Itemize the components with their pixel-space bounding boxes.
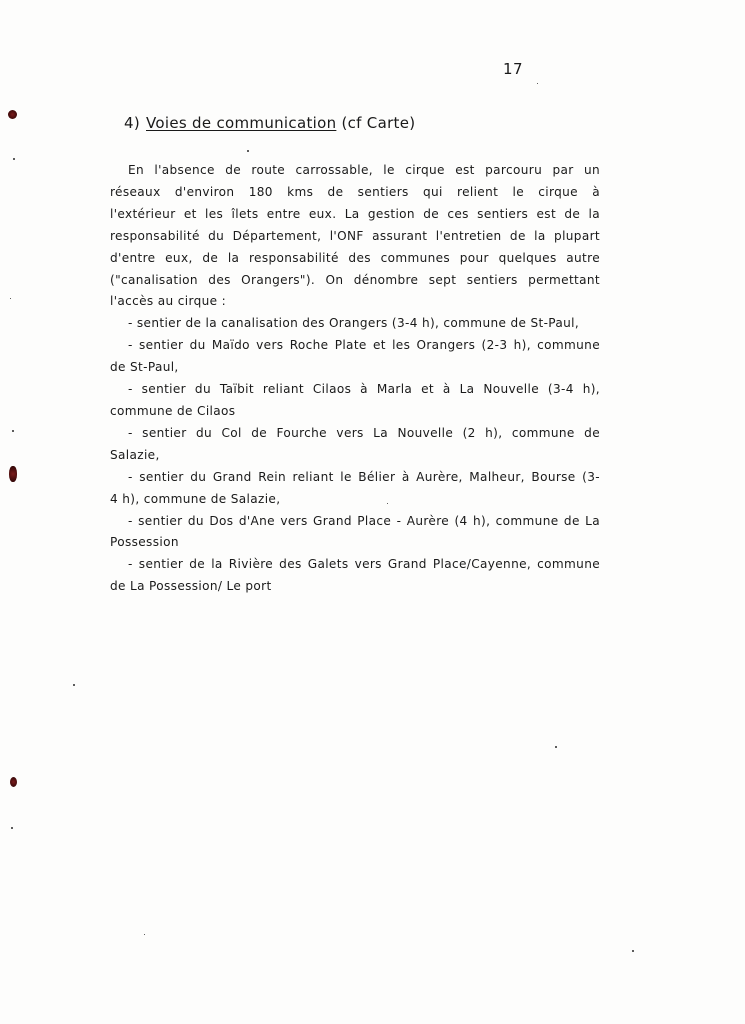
text-line: de St-Paul,	[110, 360, 179, 375]
text-line: l'extérieur et les îlets entre eux. La gestion de ces sentiers est de la	[110, 206, 600, 221]
text-line: 4 h), commune de Salazie,	[110, 491, 281, 506]
scan-speck	[11, 827, 13, 829]
text-line: Salazie,	[110, 447, 160, 462]
text-line: Possession	[110, 535, 179, 550]
punch-hole-bottom	[10, 777, 17, 787]
scan-speck	[247, 150, 249, 152]
scan-speck	[10, 298, 11, 299]
punch-hole-middle	[9, 466, 17, 482]
section-title: Voies de communication	[146, 114, 337, 132]
list-item: - sentier du Maïdo vers Roche Plate et les Orangers (2-3 h), commune	[128, 338, 600, 353]
scan-speck	[632, 950, 634, 952]
section-heading	[124, 114, 415, 132]
text-line: réseaux d'environ 180 kms de sentiers qui relient le cirque à	[110, 184, 600, 199]
section-number: 4)	[124, 114, 140, 132]
list-item: - sentier du Dos d'Ane vers Grand Place - Aurère (4 h), commune de La	[128, 513, 600, 528]
text-line: de La Possession/ Le port	[110, 579, 272, 594]
list-item: - sentier du Taïbit reliant Cilaos à Marla et à La Nouvelle (3-4 h),	[128, 382, 600, 397]
text-line: ("canalisation des Orangers"). On dénombre sept sentiers permettant	[110, 272, 600, 287]
text-line: commune de Cilaos	[110, 403, 236, 418]
list-item: - sentier de la canalisation des Orangers (3-4 h), commune de St-Paul,	[128, 316, 580, 331]
punch-hole-top	[8, 110, 17, 119]
body-paragraph	[110, 160, 600, 598]
list-item: - sentier du Col de Fourche vers La Nouvelle (2 h), commune de	[128, 425, 600, 440]
text-line: l'accès au cirque :	[110, 294, 227, 309]
scan-speck	[555, 746, 557, 748]
page-number: 17	[503, 60, 524, 78]
text-line: d'entre eux, de la responsabilité des communes pour quelques autre	[110, 250, 600, 265]
list-item: - sentier du Grand Rein reliant le Bélier à Aurère, Malheur, Bourse (3-	[128, 469, 600, 484]
section-reference: (cf Carte)	[341, 114, 416, 132]
text-line: responsabilité du Département, l'ONF assurant l'entretien de la plupart	[110, 228, 600, 243]
list-item: - sentier de la Rivière des Galets vers Grand Place/Cayenne, commune	[128, 557, 600, 572]
scan-speck	[537, 83, 538, 84]
scan-speck	[73, 684, 75, 686]
scan-speck	[12, 430, 14, 432]
scan-speck	[13, 158, 15, 160]
text-line: En l'absence de route carrossable, le cirque est parcouru par un	[128, 163, 600, 177]
scan-speck	[144, 934, 145, 935]
